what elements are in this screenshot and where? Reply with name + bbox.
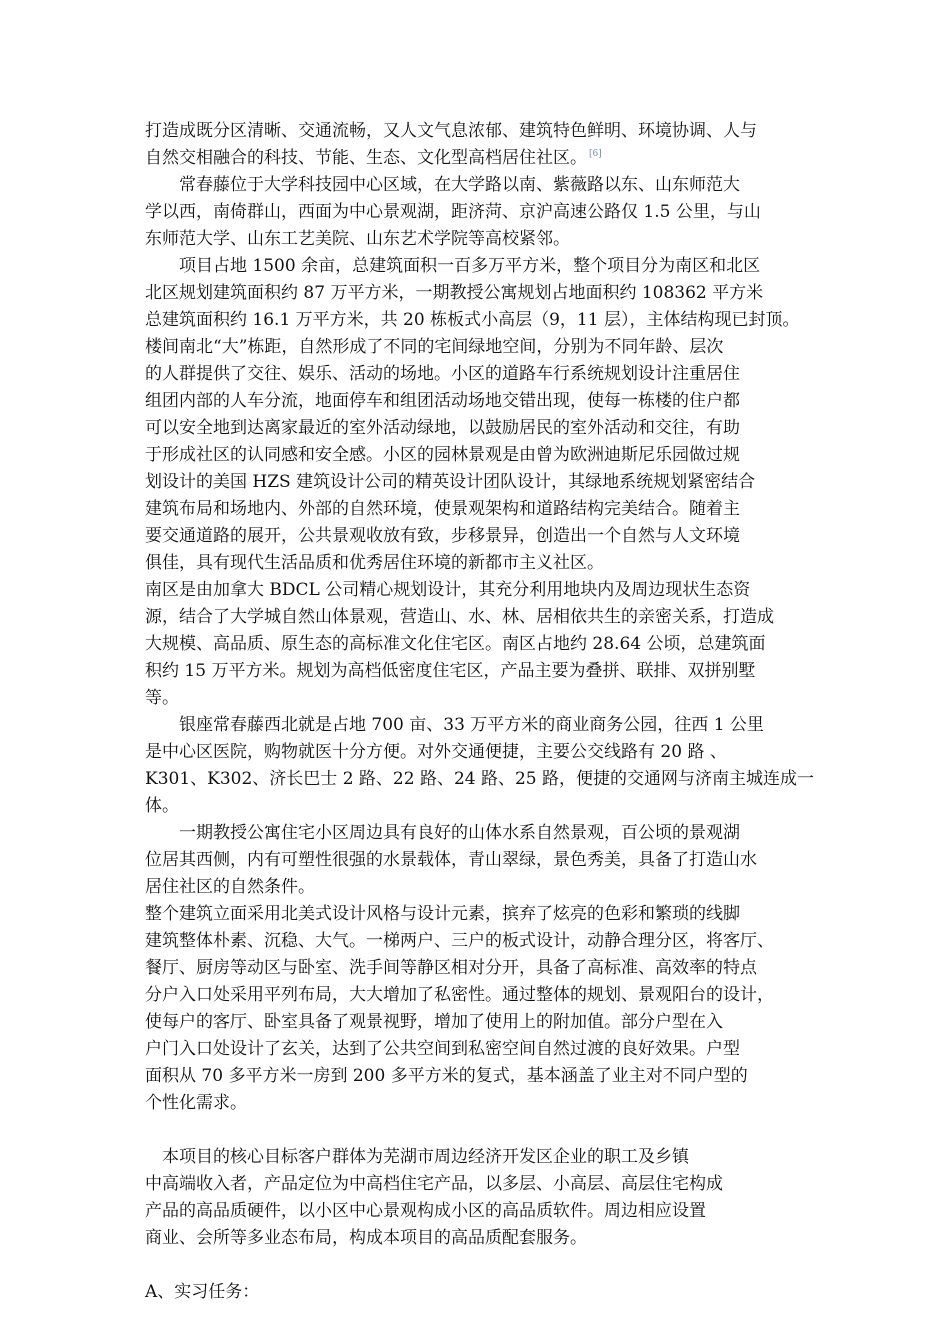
text-line: 是中心区医院，购物就医十分方便。对外交通便捷，主要公交线路有 20 路 、: [145, 742, 727, 762]
text-line: 建筑整体朴素、沉稳、大气。一梯两户、三户的板式设计，动静合理分区，将客厅、: [145, 931, 774, 951]
paragraph-gap: [145, 1117, 825, 1144]
text-line: 于形成社区的认同感和安全感。小区的园林景观是由曾为欧洲迪斯尼乐园做过规: [145, 445, 740, 465]
text-line: 餐厅、厨房等动区与卧室、洗手间等静区相对分开，具备了高标准、高效率的特点: [145, 958, 757, 978]
heading-text: A、实习任务：: [145, 1282, 260, 1302]
text-line: 个性化需求。: [145, 1093, 247, 1113]
citation-reference[interactable]: [6]: [589, 149, 602, 160]
text-line: 整个建筑立面采用北美式设计风格与设计元素，摈弃了炫亮的色彩和繁琐的线脚: [145, 904, 740, 924]
text-line: 楼间南北“大”栋距，自然形成了不同的宅间绿地空间，分别为不同年龄、层次: [145, 337, 724, 357]
text-line: 一期教授公寓住宅小区周边具有良好的山体水系自然景观，百公顷的景观湖: [179, 823, 740, 843]
section-heading-task: [145, 1279, 825, 1306]
text-line: 积约 15 万平方米。规划为高档低密度住宅区，产品主要为叠拼、联排、双拼别墅: [145, 661, 756, 681]
text-line: 商业、会所等多业态布局，构成本项目的高品质配套服务。: [145, 1228, 587, 1248]
text-line: K301、K302、济长巴士 2 路、22 路、24 路、25 路，便捷的交通网与济南主城连成一: [145, 769, 815, 789]
text-line: 使每户的客厅、卧室具备了观景视野，增加了使用上的附加值。部分户型在入: [145, 1012, 723, 1032]
text-line: 项目占地 1500 余亩，总建筑面积一百多万平方米，整个项目分为南区和北区: [179, 256, 761, 276]
paragraph-p4: [145, 577, 825, 712]
text-line: 本项目的核心目标客户群体为芜湖市周边经济开发区企业的职工及乡镇: [162, 1147, 689, 1167]
text-line: 体。: [145, 796, 179, 816]
text-line: 源，结合了大学城自然山体景观，营造山、水、林、居相依共生的亲密关系，打造成: [145, 607, 774, 627]
text-line: 大规模、高品质、原生态的高标准文化住宅区。南区占地约 28.64 公顷，总建筑面: [145, 634, 766, 654]
text-line: 等。: [145, 688, 179, 708]
paragraph-p8: [145, 1144, 825, 1252]
text-line: 位居其西侧，内有可塑性很强的水景载体，青山翠绿，景色秀美，具备了打造山水: [145, 850, 757, 870]
text-line: 中高端收入者，产品定位为中高档住宅产品，以多层、小高层、高层住宅构成: [145, 1174, 723, 1194]
text-line: 分户入口处采用平列布局，大大增加了私密性。通过整体的规划、景观阳台的设计，: [145, 985, 774, 1005]
text-line: 东师范大学、山东工艺美院、山东艺术学院等高校紧邻。: [145, 229, 570, 249]
document-page: [145, 118, 825, 1306]
text-line: 总建筑面积约 16.1 万平方米，共 20 栋板式小高层（9，11 层），主体结构现已封顶。: [145, 310, 800, 330]
text-line: 俱佳，具有现代生活品质和优秀居住环境的新都市主义社区。: [145, 553, 604, 573]
text-line: 自然交相融合的科技、节能、生态、文化型高档居住社区。 [6]: [145, 148, 602, 168]
text-line: 建筑布局和场地内、外部的自然环境，使景观架构和道路结构完美结合。随着主: [145, 499, 740, 519]
text-line: 面积从 70 多平方米一房到 200 多平方米的复式，基本涵盖了业主对不同户型的: [145, 1066, 748, 1086]
text-line: 产品的高品质硬件，以小区中心景观构成小区的高品质软件。周边相应设置: [145, 1201, 706, 1221]
text-line: 要交通道路的展开，公共景观收放有致，步移景异，创造出一个自然与人文环境: [145, 526, 740, 546]
text-line: 南区是由加拿大 BDCL 公司精心规划设计，其充分利用地块内及周边现状生态资: [145, 580, 751, 600]
text-line: 学以西，南倚群山，西面为中心景观湖，距济菏、京沪高速公路仅 1.5 公里，与山: [145, 202, 761, 222]
text-line: 居住社区的自然条件。: [145, 877, 315, 897]
text-line: 可以安全地到达离家最近的室外活动绿地，以鼓励居民的室外活动和交往，有助: [145, 418, 740, 438]
text-line: 的人群提供了交往、娱乐、活动的场地。小区的道路车行系统规划设计注重居住: [145, 364, 740, 384]
text-line: 户门入口处设计了玄关，达到了公共空间到私密空间自然过渡的良好效果。户型: [145, 1039, 740, 1059]
text-line: 划设计的美国 HZS 建筑设计公司的精英设计团队设计，其绿地系统规划紧密结合: [145, 472, 756, 492]
paragraph-p3: [145, 253, 825, 577]
text-line: 打造成既分区清晰、交通流畅，又人文气息浓郁、建筑特色鲜明、环境协调、人与: [145, 121, 757, 141]
paragraph-p7: [145, 901, 825, 1117]
text-line: 北区规划建筑面积约 87 万平方米，一期教授公寓规划占地面积约 108362 平方米: [145, 283, 764, 303]
paragraph-gap: [145, 1252, 825, 1279]
paragraph-p6: [145, 820, 825, 901]
text-line: 银座常春藤西北就是占地 700 亩、33 万平方米的商业商务公园，往西 1 公里: [179, 715, 764, 735]
paragraph-p1: [145, 118, 825, 172]
paragraph-p2: [145, 172, 825, 253]
paragraph-p5: [145, 712, 825, 820]
text-line: 常春藤位于大学科技园中心区域，在大学路以南、紫薇路以东、山东师范大: [179, 175, 740, 195]
text-line: 组团内部的人车分流，地面停车和组团活动场地交错出现，使每一栋楼的住户都: [145, 391, 740, 411]
